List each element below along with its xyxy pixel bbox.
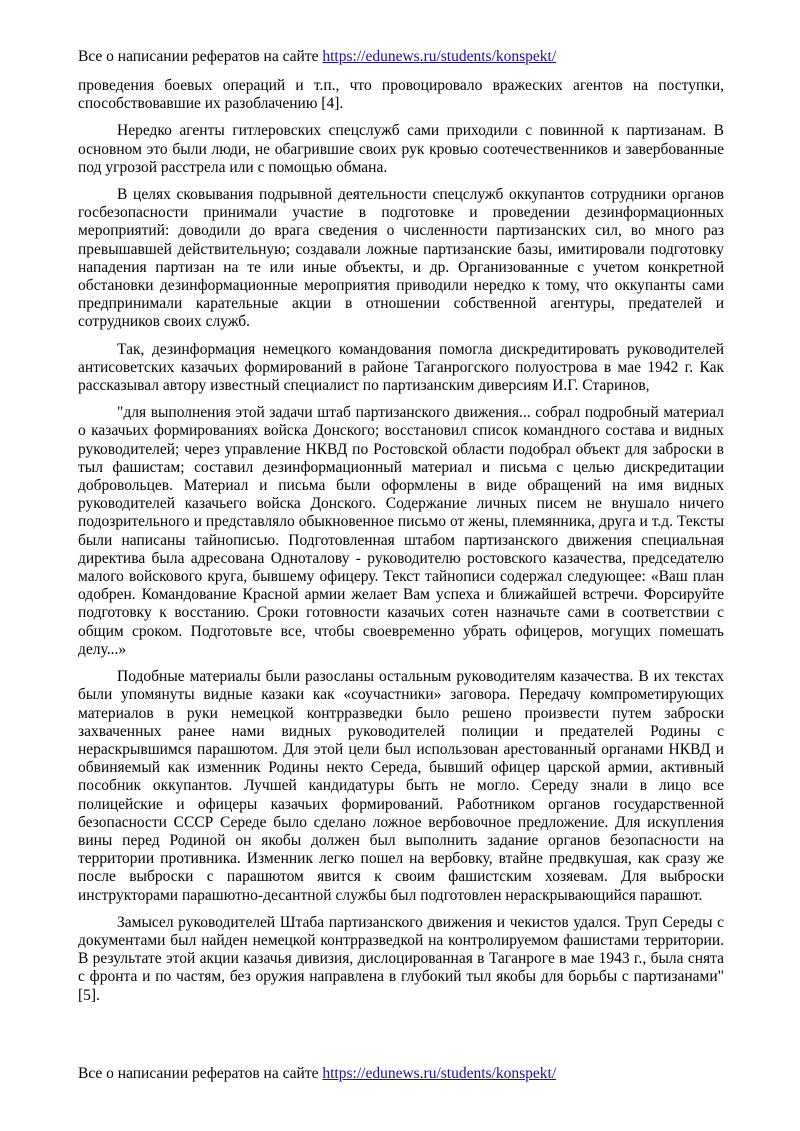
header-site-link[interactable]: https://edunews.ru/students/konspekt/ [322,48,557,65]
paragraph: Замысел руководителей Штаба партизанского движения и чекистов удался. Труп Середы с документами был найден немецкой контрразведкой на контролируемом фашистами территории. В результате этой акции казачья дивизия, дислоцированная в Таганроге в мае 1943 г., была снята с фронта и по частям, без оружия направлена в глубокий тыл якобы для борьбы с партизанами" [5]. [78,913,724,1004]
paragraph: Подобные материалы были разосланы остальным руководителям казачества. В их текстах были упомянуты видные казаки как «соучастники» заговора. Передачу компрометирующих материалов в руки немецкой контрразведки было решено произвести путем заброски захваченных ранее нами видных руководителей полиции и предателей Родины с нераскрывшимся парашютом. Для этой цели был использован арестованный органами НКВД и обвиняемый как изменник Родины некто Середа, бывший офицер царской армии, активный пособник оккупантов. Лучшей кандидатуры быть не могло. Середу знали в лицо все полицейские и офицеры казачьих формирований. Работником органов государственной безопасности СССР Середе было сделано ложное вербовочное предложение. Для искупления вины перед Родиной он якобы должен был выполнить задание органов безопасности на территории противника. Изменник легко пошел на вербовку, втайне предвкушая, как сразу же после выброски с парашютом явится к своим фашистским хозяевам. Для выброски инструкторами парашютно-десантной службы был подготовлен нераскрывающийся парашют. [78,668,724,904]
paragraph: Так, дезинформация немецкого командования помогла дискредитировать руководителей антисоветских казачьих формирований в районе Таганрогского полуострова в мае 1942 г. Как рассказывал автору известный специалист по партизанским диверсиям И.Г. Старинов, [78,340,724,395]
page-footer [78,1065,728,1083]
quotation-paragraph: "для выполнения этой задачи штаб партизанского движения... собрал подробный материал о казачьих формированиях войска Донского; восстановил список командного состава и видных руководителей; через управление НКВД по Ростовской области подобрал объект для заброски в тыл фашистам; составил дезинформационный материал и письма с целью дискредитации добровольцев. Материал и письма были оформлены в виде обращений на имя видных руководителей казачьего войска Донского. Содержание личных писем не внушало ничего подозрительного и представляло обыкновенное письмо от жены, племянника, друга и т.д. Тексты были написаны тайнописью. Подготовленная штабом партизанского движения специальная директива была адресована Одноталову - руководителю ростовского казачества, председателю малого войскового круга, бывшему офицеру. Текст тайнописи содержал следующее: «Ваш план одобрен. Командование Красной армии желает Вам успеха и ближайшей встречи. Форсируйте подготовку к восстанию. Сроки готовности казачьих сотен назначьте сами в соответствии с общим сроком. Подготовьте все, чтобы своевременно убрать офицеров, могущих помешать делу...» [78,404,724,658]
document-body [78,77,724,1014]
paragraph: проведения боевых операций и т.п., что провоцировало вражеских агентов на поступки, способствовавшие их разоблачению [4]. [78,77,724,113]
footer-prefix-text: Все о написании рефератов на сайте [78,1065,323,1082]
page-header [78,48,728,66]
paragraph: В целях сковывания подрывной деятельности спецслужб оккупантов сотрудники органов госбезопасности принимали участие в подготовке и проведении дезинформационных мероприятий: доводили до врага сведения о численности партизанских сил, во много раз превышавшей действительную; создавали ложные партизанские базы, имитировали подготовку нападения партизан на те или иные объекты, и др. Организованные с учетом конкретной обстановки дезинформационные мероприятия приводили нередко к тому, что оккупанты сами предпринимали карательные акции в отношении собственной агентуры, предателей и сотрудников своих служб. [78,186,724,331]
paragraph: Нередко агенты гитлеровских спецслужб сами приходили с повинной к партизанам. В основном это были люди, не обагрившие своих рук кровью соотечественников и завербованные под угрозой расстрела или с помощью обмана. [78,122,724,176]
footer-site-link[interactable]: https://edunews.ru/students/konspekt/ [322,1065,557,1082]
header-prefix-text: Все о написании рефератов на сайте [78,48,323,65]
